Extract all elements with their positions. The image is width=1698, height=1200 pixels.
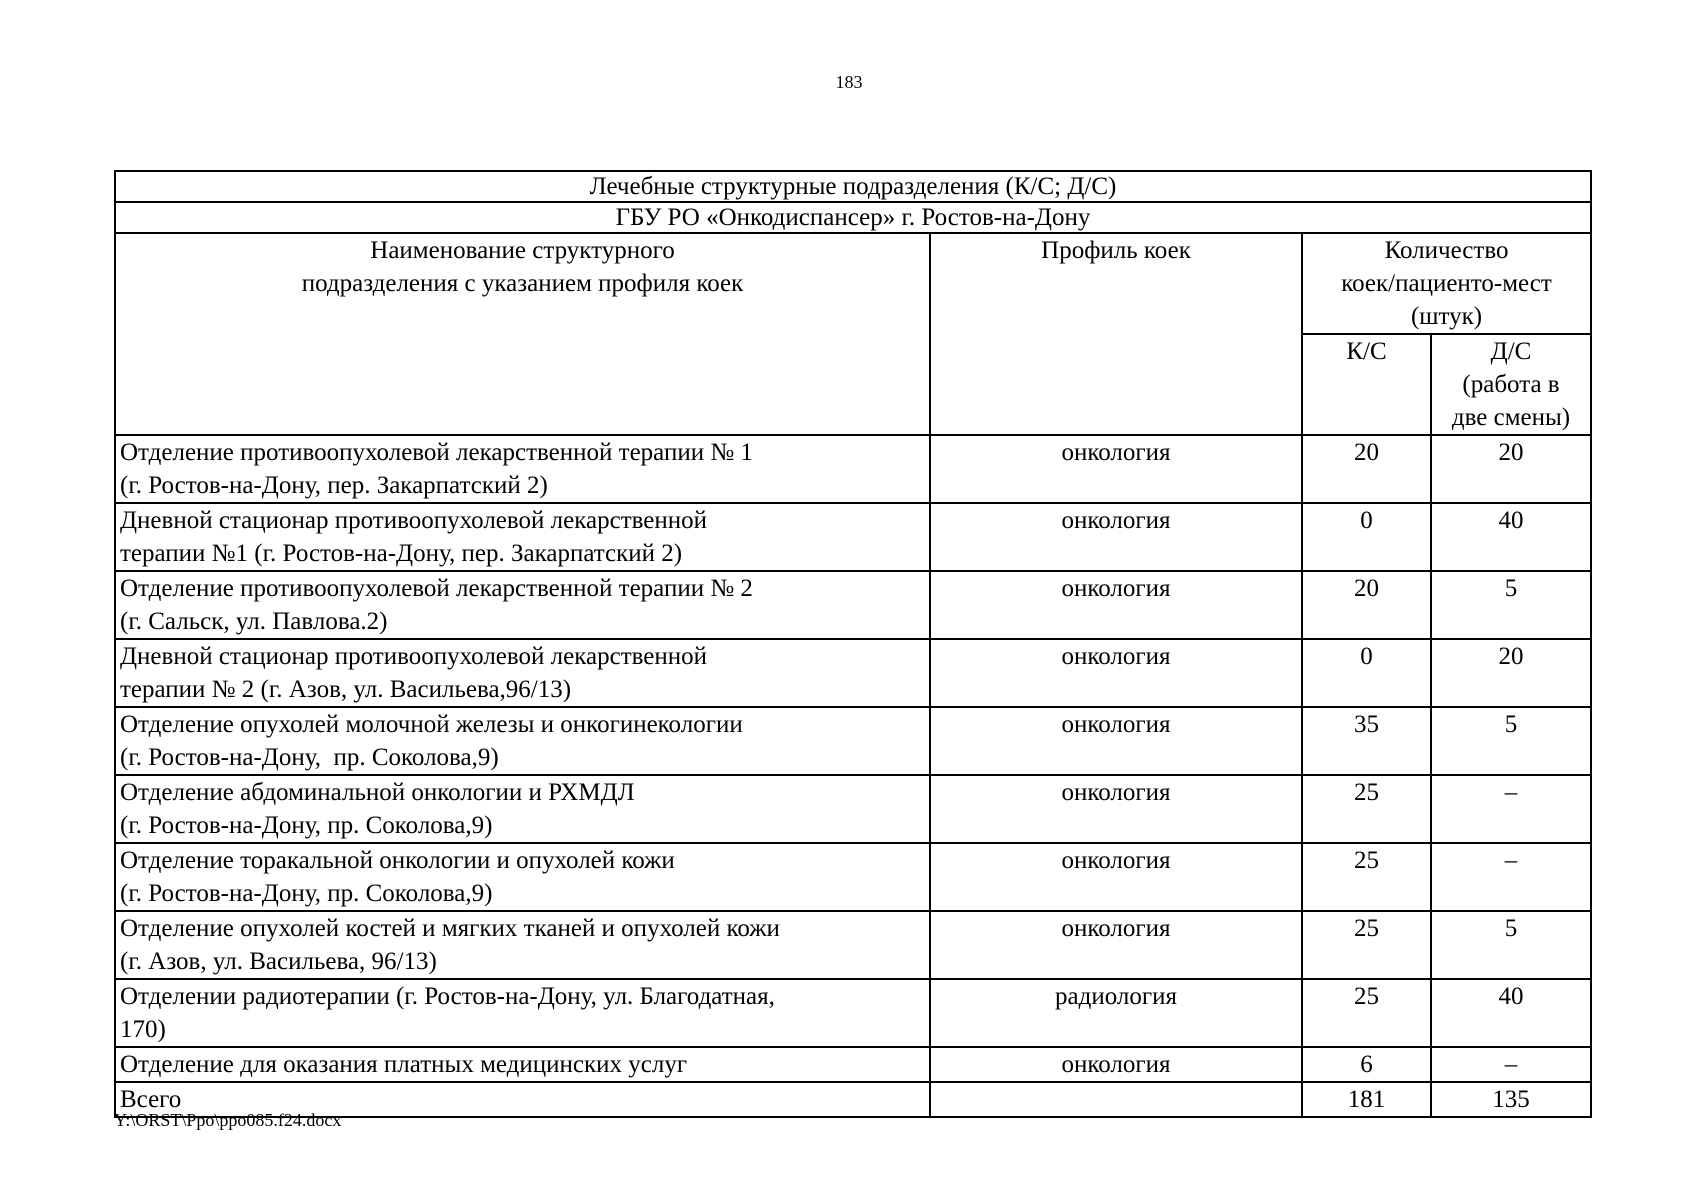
header-count-line3: (штук) [1410, 303, 1483, 330]
row-name-line1: Отделение торакальной онкологии и опухолей кожи [120, 847, 675, 874]
table-row [115, 1047, 1591, 1082]
row-ks: 25 [1302, 775, 1431, 843]
table-row [115, 639, 1591, 707]
row-name-line1: Отделение противоопухолевой лекарственной терапии № 2 [120, 575, 753, 602]
footer-file-path: Y:\ORST\Ppo\ppo085.f24.docx [114, 1110, 342, 1130]
table-row [115, 707, 1591, 775]
table-row [115, 775, 1591, 843]
header-ds [1431, 334, 1591, 435]
header-name [115, 233, 930, 435]
row-name [115, 775, 930, 843]
row-ds: 5 [1431, 911, 1591, 979]
total-ds: 135 [1431, 1082, 1591, 1117]
row-name [115, 979, 930, 1047]
table-title-2: ГБУ РО «Онкодиспансер» г. Ростов-на-Дону [115, 202, 1591, 233]
row-ds: – [1431, 775, 1591, 843]
header-profile: Профиль коек [930, 233, 1302, 435]
row-name-line1: Дневной стационар противоопухолевой лекарственной [120, 507, 708, 534]
row-name-line2: (г. Сальск, ул. Павлова.2) [120, 608, 388, 635]
row-profile: онкология [930, 775, 1302, 843]
table-row [115, 435, 1591, 503]
row-name-line1: Дневной стационар противоопухолевой лекарственной [120, 643, 708, 670]
row-name [115, 435, 930, 503]
row-name [115, 707, 930, 775]
row-name-line1: Отделение опухолей костей и мягких тканей и опухолей кожи [120, 915, 780, 942]
row-ks: 6 [1302, 1047, 1431, 1082]
total-label: Всего [115, 1082, 930, 1117]
row-ds: – [1431, 1047, 1591, 1082]
row-ks: 25 [1302, 979, 1431, 1047]
row-ks: 20 [1302, 571, 1431, 639]
row-profile: онкология [930, 843, 1302, 911]
row-ks: 25 [1302, 911, 1431, 979]
row-ds: 5 [1431, 707, 1591, 775]
row-profile: онкология [930, 503, 1302, 571]
row-ds: 40 [1431, 979, 1591, 1047]
header-row [115, 233, 1591, 334]
row-name: Отделение для оказания платных медицинских услуг [115, 1047, 930, 1082]
row-profile: онкология [930, 435, 1302, 503]
row-name [115, 843, 930, 911]
row-profile: радиология [930, 979, 1302, 1047]
row-ds: – [1431, 843, 1591, 911]
row-name-line2: (г. Ростов-на-Дону, пр. Соколова,9) [120, 880, 493, 907]
row-profile: онкология [930, 707, 1302, 775]
row-ds: 40 [1431, 503, 1591, 571]
header-ds-line1: Д/С [1490, 338, 1532, 365]
beds-table [114, 170, 1592, 1118]
header-count [1302, 233, 1591, 334]
row-name-line2: терапии № 2 (г. Азов, ул. Васильева,96/13) [120, 676, 572, 703]
row-ks: 35 [1302, 707, 1431, 775]
row-name-line2: (г. Ростов-на-Дону, пер. Закарпатский 2) [120, 472, 548, 499]
row-ds: 20 [1431, 639, 1591, 707]
row-profile: онкология [930, 639, 1302, 707]
row-ks: 20 [1302, 435, 1431, 503]
row-name-line1: Отделении радиотерапии (г. Ростов-на-Дону, ул. Благодатная, [120, 983, 775, 1010]
row-ks: 0 [1302, 639, 1431, 707]
header-name-line2: подразделения с указанием профиля коек [301, 270, 744, 297]
table-row [115, 843, 1591, 911]
table-row [115, 571, 1591, 639]
beds-table-container [114, 170, 1590, 1118]
total-profile [930, 1082, 1302, 1117]
row-ks: 25 [1302, 843, 1431, 911]
table-row [115, 911, 1591, 979]
header-ks: К/С [1302, 334, 1431, 435]
header-count-line1: Количество [1384, 237, 1509, 264]
header-name-line1: Наименование структурного [370, 237, 675, 264]
row-name-line2: (г. Ростов-на-Дону, пр. Соколова,9) [120, 812, 493, 839]
header-ds-line2: (работа в [1462, 371, 1560, 398]
row-ds: 20 [1431, 435, 1591, 503]
table-row [115, 979, 1591, 1047]
page-number: 183 [835, 72, 863, 92]
row-ks: 0 [1302, 503, 1431, 571]
row-name [115, 571, 930, 639]
row-name-line1: Отделение противоопухолевой лекарственной терапии № 1 [120, 439, 753, 466]
row-name-line2: 170) [120, 1016, 166, 1043]
row-profile: онкология [930, 1047, 1302, 1082]
header-count-line2: коек/пациенто-мест [1341, 270, 1552, 297]
row-name [115, 503, 930, 571]
table-row [115, 503, 1591, 571]
row-name-line2: (г. Азов, ул. Васильева, 96/13) [120, 948, 437, 975]
row-name-line2: (г. Ростов-на-Дону, пр. Соколова,9) [120, 744, 499, 771]
header-ds-line3: две смены) [1451, 404, 1571, 431]
table-title-row-1 [115, 171, 1591, 202]
row-profile: онкология [930, 571, 1302, 639]
table-title-row-2 [115, 202, 1591, 233]
row-name-line1: Отделение абдоминальной онкологии и РХМДЛ [120, 779, 635, 806]
row-name-line1: Отделение опухолей молочной железы и онкогинекологии [120, 711, 743, 738]
row-profile: онкология [930, 911, 1302, 979]
row-ds: 5 [1431, 571, 1591, 639]
table-title-1: Лечебные структурные подразделения (К/С; Д/С) [115, 171, 1591, 202]
row-name [115, 911, 930, 979]
row-name [115, 639, 930, 707]
total-ks: 181 [1302, 1082, 1431, 1117]
row-name-line2: терапии №1 (г. Ростов-на-Дону, пер. Закарпатский 2) [120, 540, 683, 567]
